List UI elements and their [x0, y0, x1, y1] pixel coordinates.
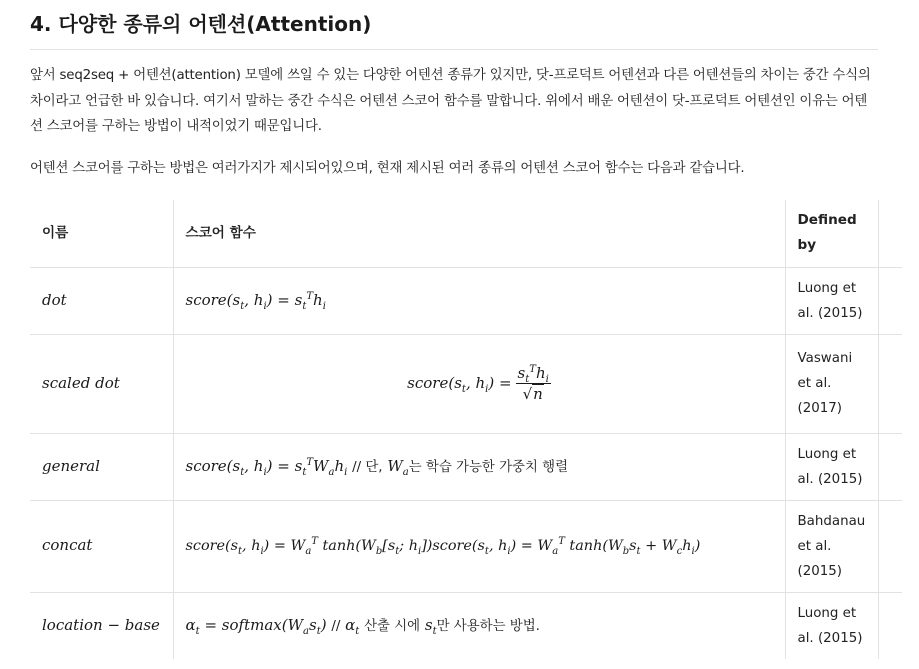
- table-row: [30, 592, 902, 659]
- header-name: 이름: [30, 200, 173, 267]
- attention-score-table: [30, 200, 902, 659]
- table-header-row: [30, 200, 902, 267]
- score-formula: $score(s_t$, $h_i) = s_t^Th_i$: [185, 290, 326, 312]
- header-extra: [878, 200, 902, 267]
- score-formula: $score(s_t$, $h_i) = W_a^T$ $\tanh(W_b[s_t$; $h_i])score(s_t$, $h_i) = W_a^T$ $\tanh(W_bs_t + W_ch_i)$: [185, 535, 701, 557]
- table-row: [30, 334, 902, 433]
- defined-by: Luong et al. (2015): [785, 267, 878, 334]
- score-name: dot: [42, 290, 67, 309]
- heading-divider: [30, 49, 878, 50]
- formula-note-suffix: 는 학습 가능한 가중치 행렬: [408, 459, 569, 475]
- intro-paragraph: 앞서 seq2seq + 어텐션(attention) 모델에 쓰일 수 있는 다양한 어텐션 종류가 있지만, 닷-프로덕트 어텐션과 다른 어텐션들의 차이는 중간 수식의 차이라고 언급한 바 있습니다. 여기서 말하는 중간 수식은 어텐션 스코어 함수를 말합니다. 위에서 배운 어텐션이 닷-프로덕트 어텐션인 이유는 어텐션 스코어를 구하는 방법이 내적이었기 때문입니다.: [30, 68, 871, 134]
- defined-by: Luong et al. (2015): [785, 433, 878, 500]
- header-defined-by: Defined by: [785, 200, 878, 267]
- score-name: location − base: [42, 615, 160, 634]
- table-row: [30, 267, 902, 334]
- score-formula: $score(s_t$, $h_i) = s_t^TW_ah_i$ // 단, $W_a$는 학습 가능한 가중치 행렬: [185, 456, 569, 478]
- formula-note-suffix: 만 사용하는 방법.: [436, 618, 540, 634]
- table-row: [30, 433, 902, 500]
- score-name: scaled dot: [42, 373, 120, 392]
- score-formula: $score(s_t$, $h_i$) = $\frac{s_t^Th_i}{√n}$: [407, 363, 549, 403]
- defined-by: Bahdanau et al. (2015): [785, 500, 878, 592]
- formula-note-mid: 산출 시에: [364, 618, 421, 634]
- section-heading: 4. 다양한 종류의 어텐션(Attention): [30, 12, 372, 36]
- score-intro-paragraph: 어텐션 스코어를 구하는 방법은 여러가지가 제시되어있으며, 현재 제시된 여러 종류의 어텐션 스코어 함수는 다음과 같습니다.: [30, 160, 745, 176]
- document-body: [30, 0, 900, 646]
- formula-note-prefix: // 단,: [352, 459, 383, 475]
- formula-note-prefix: //: [331, 618, 341, 634]
- score-formula: $\alpha_t$ = $softmax(W_as_t) // \alpha_t$ 산출 시에 $s_t$만 사용하는 방법.: [185, 615, 540, 637]
- score-name: concat: [42, 536, 93, 554]
- table-row: [30, 500, 902, 592]
- score-name: general: [42, 456, 100, 475]
- defined-by: Vaswani et al. (2017): [785, 334, 878, 433]
- header-score-function: 스코어 함수: [173, 200, 785, 267]
- defined-by: Luong et al. (2015): [785, 592, 878, 659]
